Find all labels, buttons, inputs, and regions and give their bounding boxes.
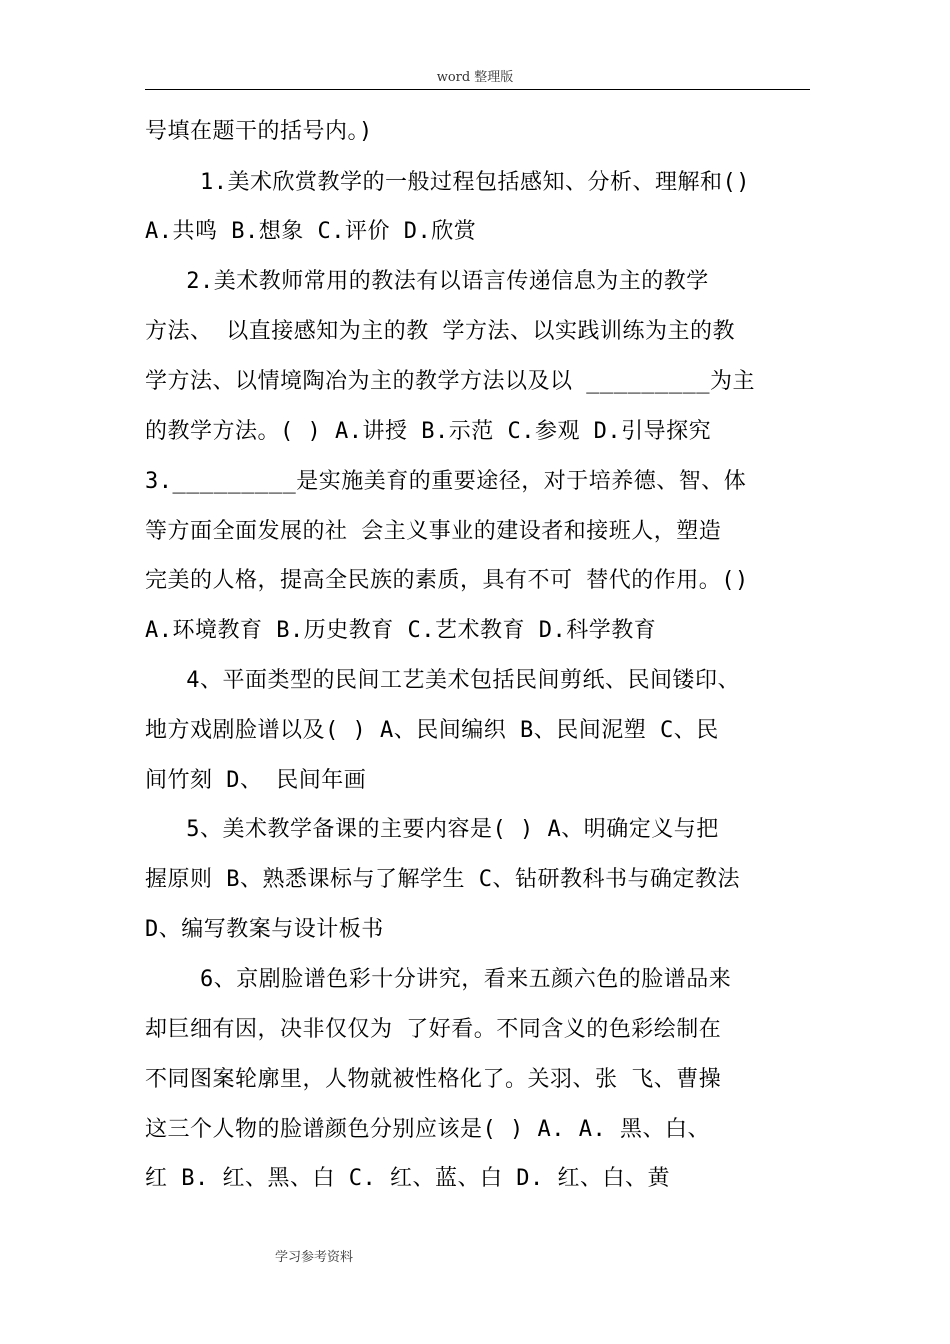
text-line: 的教学方法。( ) A.讲授 B.示范 C.参观 D.引导探究 bbox=[145, 419, 712, 444]
text-line: 学方法、以情境陶冶为主的教学方法以及以 _________为主 bbox=[145, 369, 755, 394]
text-line: 握原则 B、熟悉课标与了解学生 C、钻研教科书与确定教法 bbox=[145, 867, 740, 892]
text-line: 却巨细有因，决非仅仅为 了好看。不同含义的色彩绘制在 bbox=[145, 1017, 722, 1042]
page-footer: 学习参考资料 bbox=[275, 1250, 354, 1265]
text-line: 方法、 以直接感知为主的教 学方法、以实践训练为主的教 bbox=[145, 319, 735, 344]
text-line: A.环境教育 B.历史教育 C.艺术教育 D.科学教育 bbox=[145, 618, 657, 643]
text-line: 3._________是实施美育的重要途径，对于培养德、智、体 bbox=[145, 469, 747, 494]
text-line: 完美的人格，提高全民族的素质，具有不可 替代的作用。() bbox=[145, 568, 749, 593]
text-line: 不同图案轮廓里，人物就被性格化了。关羽、张 飞、曹操 bbox=[145, 1067, 722, 1092]
text-line: D、编写教案与设计板书 bbox=[145, 917, 384, 942]
text-line: 号填在题干的括号内。) bbox=[145, 119, 373, 144]
text-line: 6、京剧脸谱色彩十分讲究，看来五颜六色的脸谱品来 bbox=[145, 967, 732, 992]
text-line: 4、平面类型的民间工艺美术包括民间剪纸、民间镂印、 bbox=[145, 668, 740, 693]
text-line: 5、美术教学备课的主要内容是( ) A、明确定义与把 bbox=[145, 817, 719, 842]
header-rule bbox=[145, 89, 810, 90]
text-line: 地方戏剧脸谱以及( ) A、民间编织 B、民间泥塑 C、民 bbox=[145, 718, 719, 743]
text-line: 等方面全面发展的社 会主义事业的建设者和接班人，塑造 bbox=[145, 519, 722, 544]
header-text: word 整理版 bbox=[436, 70, 514, 85]
text-line: 红 B. 红、黑、白 C. 红、蓝、白 D. 红、白、黄 bbox=[145, 1166, 670, 1191]
text-line: A.共鸣 B.想象 C.评价 D.欣赏 bbox=[145, 219, 477, 244]
text-line: 2.美术教师常用的教法有以语言传递信息为主的教学 bbox=[145, 269, 709, 294]
text-line: 1.美术欣赏教学的一般过程包括感知、分析、理解和() bbox=[145, 170, 750, 195]
text-line: 间竹刻 D、 民间年画 bbox=[145, 768, 367, 793]
text-line: 这三个人物的脸谱颜色分别应该是( ) A. A. 黑、白、 bbox=[145, 1117, 710, 1142]
